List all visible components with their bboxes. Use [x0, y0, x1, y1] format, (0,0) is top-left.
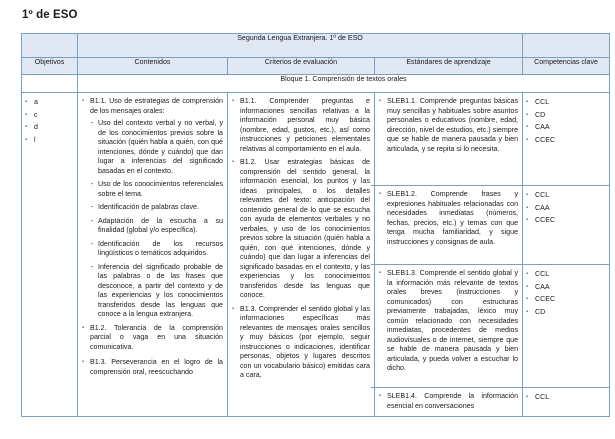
criterio-item: ▪ B1.1. Comprender preguntas e informaciones sencillas relativas a la información personal muy básica (nombre, edad, gustos, etc.), así como instrucciones y peticiones elementales relativas al comportamiento en el aula. [232, 97, 370, 154]
criterio-item: ▪ B1.2. Usar estrategias básicas de comprensión del sentido general, la información esencial, los puntos y las ideas principales, o los detalles relevantes del texto: anticipación del contenido general de lo que se escucha con ayuda de elementos verbales y no verbales, y uso de los conocimientos previos sobre la situación (quién habla a quién, con qué intenciones, dónde y cuándo) que dan lugar a inferencias del significado basadas en el contexto, y las experiencias y los conocimientos transferidos desde las lenguas que conoce. [232, 158, 370, 301]
objetivo-item: ▪ a [22, 96, 77, 109]
contenido-subitem: - Identificación de palabras clave. [82, 203, 223, 213]
header-blank-cell [523, 34, 610, 58]
competencia-item: ▪ CCEC [523, 214, 609, 227]
competencia-item: ▪ CAA [523, 121, 609, 134]
estandar-item: ▪ SLEB1.2. Comprende frases y expresiones habituales relacionadas con necesidades inmediatas (números, fechas, precios, etc.) y temas con que tenga mucha familiaridad, y sigue instrucciones y consignas de aula. [379, 190, 518, 247]
objetivos-list [22, 93, 77, 146]
estandar-block [375, 265, 522, 387]
block-row [22, 75, 610, 93]
estandares-cell [375, 93, 523, 417]
contenido-item: ▪ B1.2. Tolerancia de la comprensión parcial o vaga en una situación comunicativa. [82, 324, 223, 353]
competencia-item: ▪ CCL [523, 96, 609, 109]
contenido-subitem: - Adaptación de la escucha a su finalidad (global y/o específica). [82, 217, 223, 236]
competencia-item: ▪ CD [523, 306, 609, 319]
estandar-block [375, 93, 522, 185]
objetivo-item: ▪ l [22, 134, 77, 147]
contenido-subitem: - Uso de los conocimientos referenciales sobre el tema. [82, 180, 223, 199]
block-title: Bloque 1. Comprensión de textos orales [78, 75, 610, 93]
criterio-item: ▪ B1.3. Comprender el sentido global y las informaciones específicas más relevantes de mensajes orales sencillos y muy básicos (por ejemplo, seguir instrucciones o indicaciones, identificar personas, objetos y lugares descritos con un vocabulario básico) emitidas cara a cara, [232, 305, 370, 381]
competencias-cell [523, 93, 610, 417]
competencia-item: ▪ CD [523, 109, 609, 122]
competencias-group [523, 93, 609, 185]
table-header-row [22, 34, 610, 58]
subject-header: Segunda Lengua Extranjera. 1º de ESO [78, 34, 523, 58]
objetivo-item: ▪ d [22, 121, 77, 134]
contenido-subitem: - Uso del contexto verbal y no verbal, y de los conocimientos previos sobre la situación (quién habla a quién, con qué intenciones, dónde y cuándo) que dan lugar a inferencias del significado basadas en el contexto. [82, 119, 223, 176]
competencia-item: ▪ CCEC [523, 293, 609, 306]
col-header-objetivos: Objetivos [22, 58, 78, 75]
curriculum-table [21, 33, 610, 417]
contenido-subitem: - Inferencia del significado probable de las palabras o de las frases que desconoce, a partir del contexto y de las experiencias y los conocimientos transferidos desde las lenguas que conoce a la lengua extranjera. [82, 263, 223, 320]
objetivo-item: ▪ c [22, 109, 77, 122]
competencia-item: ▪ CCL [523, 268, 609, 281]
competencia-item: ▪ CAA [523, 202, 609, 215]
page-title: 1º de ESO [22, 9, 78, 21]
criterios-cell [228, 93, 375, 417]
column-header-row [22, 58, 610, 75]
col-header-competencias: Competencias clave [523, 58, 610, 75]
competencias-group [523, 388, 609, 404]
estandar-item: ▪ SLEB1.1. Comprende preguntas básicas muy sencillas y habituales sobre asuntos personales o educativos (nombre, edad, dirección, nivel de estudios, etc.) siempre que se hable de manera pausada y bien articulada, y se repita si lo necesita. [379, 97, 518, 154]
col-header-contenidos: Contenidos [78, 58, 228, 75]
col-header-estandares: Estándares de aprendizaje [375, 58, 523, 75]
table-body-row [22, 93, 610, 417]
contenido-subitem: - Identificación de los recursos lingüísticos o temáticos adquiridos. [82, 240, 223, 259]
contenidos-cell [78, 93, 228, 417]
col-header-criterios: Criterios de evaluación [228, 58, 375, 75]
competencias-group [523, 186, 609, 264]
header-blank-cell [22, 34, 78, 58]
competencia-item: ▪ CCL [523, 391, 609, 404]
estandar-item: ▪ SLEB1.4. Comprende la información esencial en conversaciones [379, 392, 518, 411]
competencia-item: ▪ CAA [523, 281, 609, 294]
competencia-item: ▪ CCL [523, 189, 609, 202]
estandar-block [375, 388, 522, 416]
contenido-item: ▪ B1.1. Uso de estrategias de comprensión de los mensajes orales: [82, 97, 223, 116]
objetivos-cell [22, 93, 78, 417]
competencias-group [523, 265, 609, 387]
estandar-item: ▪ SLEB1.3. Comprende el sentido global y la información más relevante de textos orales breves (instrucciones y comunicados) con estructuras previamente trabajadas, léxico muy común relacionado con necesidades inmediatas, procedentes de medios audiovisuales o de internet, siempre que se hable de manera pausada y bien articulada, y pueda volver a escuchar lo dicho. [379, 269, 518, 374]
contenido-item: ▪ B1.3. Perseverancia en el logro de la comprensión oral, reescuchando [82, 358, 223, 377]
estandar-block [375, 186, 522, 264]
competencia-item: ▪ CCEC [523, 134, 609, 147]
block-blank-cell [22, 75, 78, 93]
